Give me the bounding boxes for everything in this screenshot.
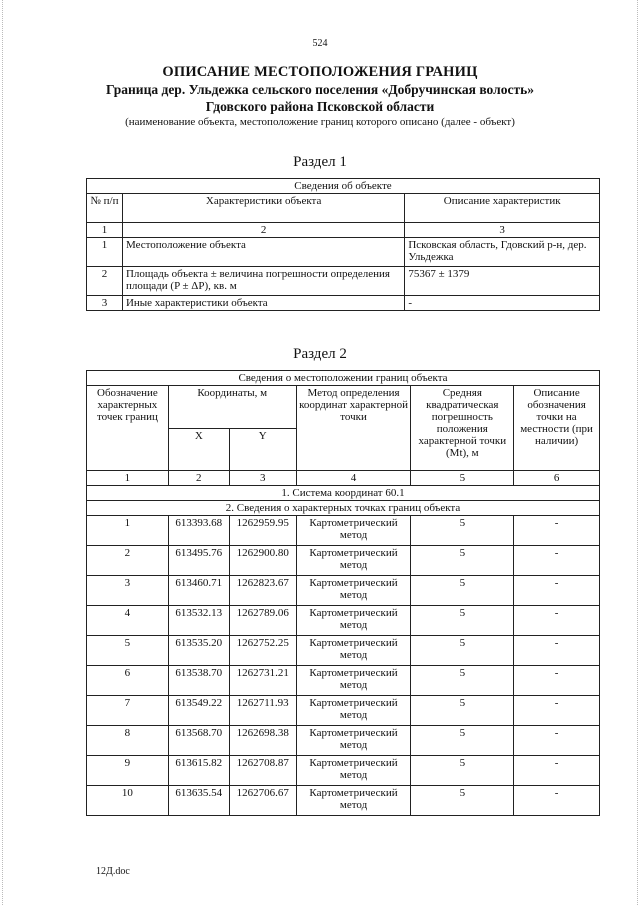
point-error: 5 [411, 576, 514, 606]
point-error: 5 [411, 756, 514, 786]
point-method: Картометрический метод [296, 786, 411, 816]
header-y: Y [229, 428, 296, 471]
header-desc: Описание обозначения точки на местности (при наличии) [514, 386, 600, 471]
point-method: Картометрический метод [296, 636, 411, 666]
point-method: Картометрический метод [296, 546, 411, 576]
point-y: 1262708.87 [229, 756, 296, 786]
point-error: 5 [411, 666, 514, 696]
point-desc: - [514, 576, 600, 606]
row-number: 2 [87, 267, 123, 296]
point-method: Картометрический метод [296, 696, 411, 726]
point-desc: - [514, 606, 600, 636]
point-x: 613635.54 [168, 786, 229, 816]
section1-title: Раздел 1 [293, 154, 347, 170]
point-y: 1262900.80 [229, 546, 296, 576]
point-desc: - [514, 786, 600, 816]
table-row [87, 238, 600, 267]
column-numbers-row [87, 471, 600, 486]
column-numbers-row [87, 223, 600, 238]
point-desc: - [514, 756, 600, 786]
point-x: 613549.22 [168, 696, 229, 726]
point-number: 6 [87, 666, 169, 696]
table-row [87, 636, 600, 666]
row-description: Псковская область, Гдовский р-н, дер. Ульдежка [405, 238, 600, 267]
point-desc: - [514, 546, 600, 576]
point-x: 613538.70 [168, 666, 229, 696]
row-characteristic: Иные характеристики объекта [122, 296, 404, 311]
point-error: 5 [411, 516, 514, 546]
point-number: 4 [87, 606, 169, 636]
point-method: Картометрический метод [296, 576, 411, 606]
points-caption: 2. Сведения о характерных точках границ объекта [87, 501, 600, 516]
point-method: Картометрический метод [296, 756, 411, 786]
column-number: 3 [405, 223, 600, 238]
header-method: Метод определения координат характерной точки [296, 386, 411, 471]
table-row [87, 786, 600, 816]
point-y: 1262752.25 [229, 636, 296, 666]
document-title: ОПИСАНИЕ МЕСТОПОЛОЖЕНИЯ ГРАНИЦ [162, 64, 478, 80]
header-error: Средняя квадратическая погрешность положения характерной точки (Mt), м [411, 386, 514, 471]
header-number: № п/п [87, 194, 123, 223]
coordinate-system: 1. Система координат 60.1 [87, 486, 600, 501]
point-desc: - [514, 666, 600, 696]
point-x: 613460.71 [168, 576, 229, 606]
point-desc: - [514, 696, 600, 726]
point-y: 1262706.67 [229, 786, 296, 816]
row-characteristic: Местоположение объекта [122, 238, 404, 267]
point-x: 613495.76 [168, 546, 229, 576]
points-caption-row [87, 501, 600, 516]
document-subtitle-1: Граница дер. Ульдежка сельского поселения «Добручинская волость» [106, 82, 534, 97]
row-description: - [405, 296, 600, 311]
column-number: 3 [229, 471, 296, 486]
point-y: 1262698.38 [229, 726, 296, 756]
row-characteristic: Площадь объекта ± величина погрешности определения площади (P ± ΔP), кв. м [122, 267, 404, 296]
header-coords: Координаты, м [168, 386, 296, 429]
point-x: 613615.82 [168, 756, 229, 786]
point-desc: - [514, 636, 600, 666]
point-x: 613393.68 [168, 516, 229, 546]
point-desc: - [514, 726, 600, 756]
point-y: 1262731.21 [229, 666, 296, 696]
point-y: 1262711.93 [229, 696, 296, 726]
table-row [87, 576, 600, 606]
point-error: 5 [411, 606, 514, 636]
column-number: 2 [168, 471, 229, 486]
column-number: 5 [411, 471, 514, 486]
table-row [87, 267, 600, 296]
point-y: 1262789.06 [229, 606, 296, 636]
table-row [87, 296, 600, 311]
row-number: 3 [87, 296, 123, 311]
column-number: 6 [514, 471, 600, 486]
boundary-points-table [86, 370, 600, 816]
point-method: Картометрический метод [296, 606, 411, 636]
point-desc: - [514, 516, 600, 546]
system-row [87, 486, 600, 501]
point-x: 613535.20 [168, 636, 229, 666]
point-number: 2 [87, 546, 169, 576]
table-row [87, 696, 600, 726]
table-row [87, 666, 600, 696]
footer-filename: 12Д.doc [96, 866, 130, 877]
point-error: 5 [411, 726, 514, 756]
point-number: 7 [87, 696, 169, 726]
column-number: 2 [122, 223, 404, 238]
point-number: 10 [87, 786, 169, 816]
point-error: 5 [411, 546, 514, 576]
column-number: 1 [87, 471, 169, 486]
point-x: 613532.13 [168, 606, 229, 636]
table-row [87, 606, 600, 636]
table-row [87, 726, 600, 756]
table-header-row [87, 386, 600, 429]
table-caption: Сведения о местоположении границ объекта [87, 371, 600, 386]
point-error: 5 [411, 636, 514, 666]
point-number: 3 [87, 576, 169, 606]
scan-edge-left [2, 0, 3, 905]
point-y: 1262959.95 [229, 516, 296, 546]
row-number: 1 [87, 238, 123, 267]
header-point: Обозначение характерных точек границ [87, 386, 169, 471]
table-row [87, 546, 600, 576]
document-header [0, 64, 640, 130]
point-number: 5 [87, 636, 169, 666]
object-info-table [86, 178, 600, 311]
point-number: 9 [87, 756, 169, 786]
header-description: Описание характеристик [405, 194, 600, 223]
point-y: 1262823.67 [229, 576, 296, 606]
point-x: 613568.70 [168, 726, 229, 756]
column-number: 1 [87, 223, 123, 238]
point-method: Картометрический метод [296, 516, 411, 546]
table-row [87, 756, 600, 786]
document-note: (наименование объекта, местоположение границ которого описано (далее - объект) [125, 116, 515, 128]
table-row [87, 516, 600, 546]
table-caption: Сведения об объекте [87, 179, 600, 194]
header-characteristic: Характеристики объекта [122, 194, 404, 223]
points-body [87, 516, 600, 816]
header-x: X [168, 428, 229, 471]
column-number: 4 [296, 471, 411, 486]
scan-edge-right [637, 0, 638, 905]
section2-title: Раздел 2 [293, 346, 347, 362]
point-error: 5 [411, 696, 514, 726]
point-error: 5 [411, 786, 514, 816]
point-number: 8 [87, 726, 169, 756]
table-caption-row [87, 179, 600, 194]
point-number: 1 [87, 516, 169, 546]
row-description: 75367 ± 1379 [405, 267, 600, 296]
page-number: 524 [312, 38, 328, 49]
table-caption-row [87, 371, 600, 386]
document-subtitle-2: Гдовского района Псковской области [205, 99, 435, 114]
point-method: Картометрический метод [296, 666, 411, 696]
point-method: Картометрический метод [296, 726, 411, 756]
table-header-row [87, 194, 600, 223]
